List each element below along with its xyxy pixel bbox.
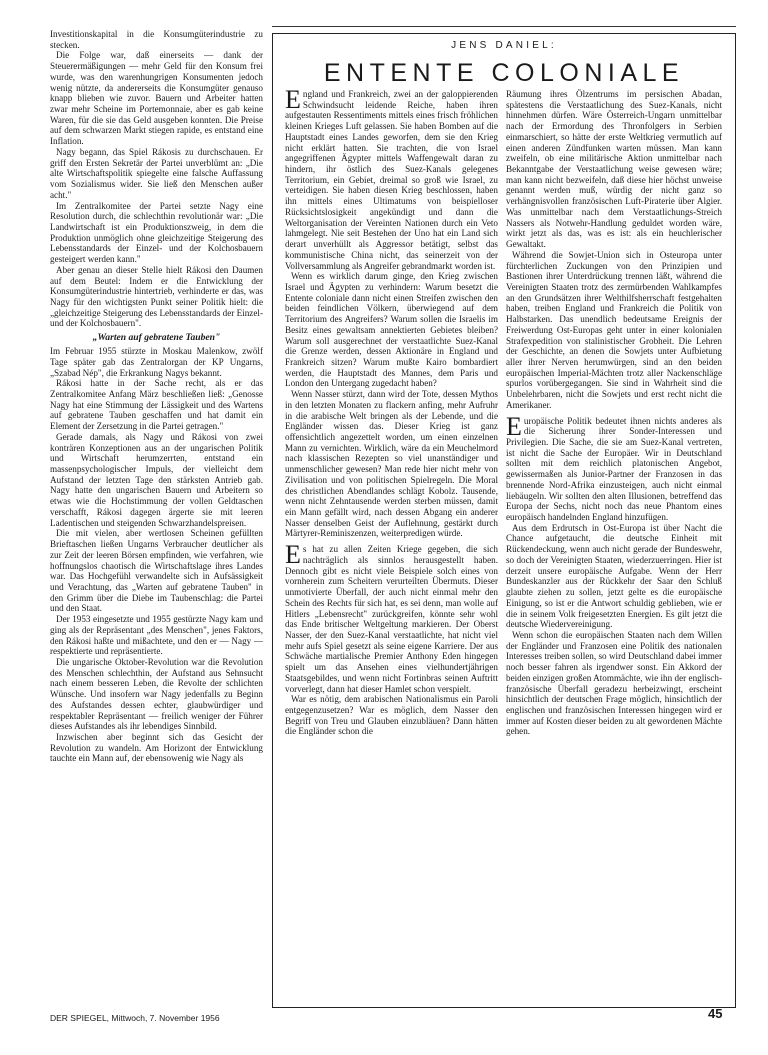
commentary-title: ENTENTE COLONIALE <box>323 59 685 87</box>
paragraph: War es nötig, dem arabischen Nationalismus ein Paroli entgegenzusetzen? War es möglich, dem Nasser den Begriff von Treu und Glauben einzubläuen? Dann hätten die Engländer schon die <box>285 694 498 737</box>
paragraph: Aus dem Erdrutsch in Ost-Europa ist über Nacht die Chance aufgetaucht, die deutsche Einheit mit Rückendeckung, wenn auch nicht gerade der Bundeswehr, so doch der Vereinigten Staaten, wiederzuerringen. Hier ist derzeit unsere europäische Aufgabe. Wenn der Herr Bundeskanzler aus der Rückkehr der Saar den Schluß glaubte ziehen zu sollen, jetzt gelte es die europäische Einigung, so ist er die Antwort schuldig geblieben, wie er die in seinem Volk freigesetzten Energien. Es gilt jetzt die deutsche Wiedervereinigung. <box>506 522 722 630</box>
drop-cap: E <box>285 540 301 570</box>
paragraph: Wenn schon die europäischen Staaten nach dem Willen der Engländer und Franzosen eine Politik des nationalen Interesses treiben sollen, so wird Deutschland dabei immer noch besser fahren als irgendwer sonst. Ein Akkord der beiden einzigen großen Atommächte, wie ihn der englisch-französische Überfall geradezu herbeizwingt, erscheint hinsichtlich der deutschen Frage möglich, hinsichtlich der englischen und französischen Interessen hingegen wird er immer auf Kosten dieser beiden zu alt gewordenen Mächte gehen. <box>506 629 722 737</box>
paragraph: Im Februar 1955 stürzte in Moskau Malenkow, zwölf Tage später gab das Zentralorgan der KP Ungarns, „Szabad Nép", die Erkrankung Nagys bekannt. <box>50 346 263 378</box>
paragraph: Räumung ihres Ölzentrums im persischen Abadan, spätestens die Verstaatlichung des Suez-Kanals, nicht hinnehmen dürfen. Wäre Österreich-Ungarn unmittelbar nach der Ermordung des Thronfolgers in Serbien einmarschiert, so hätte der erste Weltkrieg vermutlich auf einen anderen Zündfunken warten müssen. Man kann zweifeln, ob eine militärische Aktion unmittelbar nach Bekanntgabe der Verstaatlichung weise gewesen wäre; man kann nicht bezweifeln, daß diese hier höchst unweise genannt werden muß, würdig der nicht ganz so verhängnisvollen französischen Luft-Piraterie über Algier. Was unmittelbar nach dem Verstaatlichungs-Streich Nassers als Notwehr-Handlung geduldet worden wäre, wirkt jetzt als das, was es ist: als ein heuchlerischer Gewaltakt. <box>506 89 722 250</box>
paragraph <box>506 411 722 523</box>
paragraph: Wenn Nasser stürzt, dann wird der Tote, dessen Mythos in den letzten Monaten zu flackern anfing, mehr Aufruhr in die arabische Welt bringen als der Lebende, und die Engländer wissen das. Dieser Krieg ist ganz offensichtlich angezettelt worden, um einen einzelnen Mann zu vernichten. Wirklich, wäre da ein Meuchelmord nach klassischen Rezepten so viel unanständiger und unmenschlicher gewesen? Man rede hier nicht mehr von Zivilisation und von politischen Spielregeln. Die Moral des christlichen Abendlandes schlägt Kobolz. Tausende, wenn nicht Zehntausende werden sterben müssen, damit ein Mann gefällt wird, nach dessen Abgang ein anderer Nasser denselben Geist der Auflehnung, gestärkt durch Märtyrer-Reminiszenzen, weiterpredigen würde. <box>285 389 498 539</box>
paragraph: Die mit vielen, aber wertlosen Scheinen gefüllten Brieftaschen ließen Ungarns Verbraucher deutlicher als zur Zeit der leeren Börsen empfinden, wie verfahren, wie hoffnungslos chaotisch die Wirtschaftslage ihres Landes war. Das Hochgefühl verwandelte sich in Aufsässigkeit und Verachtung, das „Warten auf gebratene Tauben" in den Grimm über die Diebe im Taubenschlag: die Partei und den Staat. <box>50 528 263 614</box>
paragraph: Die Folge war, daß einerseits — dank der Steuerermäßigungen — mehr Geld für den Konsum frei wurde, was den warenhungrigen Konsumenten jedoch wenig nützte, da andererseits die Konsumgüter genauso knapp blieben wie zuvor. Bauern und Arbeiter hatten zwar mehr Scheine im Portemonnaie, aber es gab keine Waren, für die sie das Geld ausgeben konnten. Die Preise auf dem schwarzen Markt stiegen rapide, es entstand eine Inflation. <box>50 50 263 147</box>
drop-cap: E <box>506 411 522 441</box>
author-byline: JENS DANIEL: <box>451 40 557 51</box>
paragraph: Gerade damals, als Nagy und Rákosi von zwei konträren Konzeptionen aus an der ungarischen Politik und Wirtschaft herumzerrten, entstand ein massenpsychologischer Impuls, der vielleicht dem Aufstand der letzten Tage den stärksten Antrieb gab. Nagy hatte den ungarischen Bauern und Arbeitern so etwas wie die Hochstimmung der vollen Geldtaschen verschafft, Rákosi dagegen ärgerte sie mit leeren Ladentischen und steigenden Schwarzhandelspreisen. <box>50 431 263 528</box>
paragraph: Inzwischen aber beginnt sich das Gesicht der Revolution zu wandeln. Am Horizont der Entwicklung tauchte ein Mann auf, der ebensowenig wie Nagy als <box>50 732 263 764</box>
section-heading: „Warten auf gebratene Tauben" <box>92 332 221 344</box>
paragraph: Nagy begann, das Spiel Rákosis zu durchschauen. Er griff den Ersten Sekretär der Partei unverblümt an: „Die alte Wirtschaftspolitik spiegelte eine falsche Auffassung vom Sozialismus wider. Sie ließ den Menschen außer acht." <box>50 146 263 200</box>
drop-cap: E <box>285 85 301 114</box>
page-number: 45 <box>708 1006 723 1021</box>
paragraph-text: uropäische Politik bedeutet ihnen nichts anderes als die Sicherung ihrer Sonder-Interessen und Privilegien. Die Sache, die sie am Suez-Kanal vertreten, ist nicht die Sache der Europäer. Wir in Deutschland sollten mit dem reichlich platonischen Angebot, gewissermaßen als Junior-Partner der Franzosen in das brennende Nord-Afrika einzusteigen, auch nicht einmal liebäugeln. Wir sollten den alten Illusionen, betreffend das Europa der Sechs, nicht noch das neue Phantom eines europäisch handelnden England hinzufügen. <box>506 415 722 523</box>
top-rule <box>272 26 736 27</box>
paragraph: Der 1953 eingesetzte und 1955 gestürzte Nagy kam und ging als der Repräsentant „des Menschen", jenes Faktors, den Rákosi haßte und mißachtete, und den er — Nagy — respektierte und repräsentierte. <box>50 614 263 657</box>
paragraph-text: ngland und Frankreich, zwei an der galoppierenden Schwindsucht leidende Reiche, haben ihren aufgestauten Ressentiments mittels eines frisch fröhlichen kleinen Krieges Luft gelassen. Sie haben Bomben auf die Hauptstadt eines Landes geworfen, dem sie den Krieg nicht erklärt hatten. Sie trachten, die von Israel angegriffenen Ägypter mittels Waffengewalt daran zu hindern, ihr östlich des Suez-Kanals gelegenes Territorium, ein Gebiet, dreimal so groß wie Israel, zu verteidigen. Sie haben diesen Krieg beschlossen, haben ihn mittels eines Ultimatums von beispielloser Rücksichtslosigkeit angekündigt und dann die Weltorganisation der Vereinten Nationen durch ein Veto lahmgelegt. Nie seit Bestehen der Uno hat ein Land sich derart unverhüllt als Aggressor betätigt, selbst das kommunistische China nicht, das seinerzeit von der Vollversammlung als Angreifer gebrandmarkt worden ist. <box>285 89 498 271</box>
paragraph-text: s hat zu allen Zeiten Kriege gegeben, die sich nachträglich als sinnlos herausgestellt haben. Dennoch gibt es nicht viele Beispiele solch eines von vornherein zum Scheitern verurteilten Übermuts. Dieser unmotivierte Überfall, der auch nicht einmal mehr den Schein des Rechts für sich hat, es sei denn, man wolle auf Hitlers „Lebensrecht" zurückgreifen, könnte sehr wohl das Ende britischer Weltgeltung markieren. Der Oberst Nasser, der den Suez-Kanal verstaatlichte, hat nicht viel mehr aufs Spiel gesetzt als seine eigene Karriere. Der aus Schwäche martialische Premier Anthony Eden hingegen spielt um das Ansehen eines vielhundertjährigen Staatsgebildes, und wenn nicht Fortinbras seinen Auftritt vorverlegt, dann hat dieser Hamlet schon verspielt. <box>285 544 498 694</box>
paragraph: Rákosi hatte in der Sache recht, als er das Zentralkomitee Anfang März beschließen ließ: „Genosse Nagy hat eine Stimmung der Lässigkeit und des Wartens auf gebratene Tauben geschaffen und hat damit ein Element der Zersetzung in die Partei getragen." <box>50 378 263 432</box>
paragraph: Aber genau an dieser Stelle hielt Rákosi den Daumen auf dem Beutel: Indem er die Entwicklung der Konsumgüterindustrie hintertrieb, verhinderte er das, was Nagy für den wichtigsten Punkt seiner Politik hielt: die „gleichzeitige Steigerung des Lebensstandards der Einzel- und der Kolchosbauern". <box>50 264 263 329</box>
paragraph: Die ungarische Oktober-Revolution war die Revolution des Menschen schlechthin, der Aufstand aus Sehnsucht nach einem besseren Leben, die Revolte der schlichten Wünsche. Und insofern war Nagy jedenfalls zu Beginn des Aufstandes dessen echter, glaubwürdiger und respektabler Repräsentant — freilich weniger der Führer dieses Aufstandes als ihr lebendiges Sinnbild. <box>50 656 263 732</box>
paragraph: Wenn es wirklich darum ginge, den Krieg zwischen Israel und Ägypten zu verhindern: Warum besetzt die Entente coloniale dann nicht einen Streifen zwischen den beiden feindlichen Völkern, überwiegend auf dem Territorium des Angreifers? Warum sollen die Israelis im Besitz eines gewaltsam annektierten Gebietes bleiben? Warum soll ausgerechnet der verstaatlichte Suez-Kanal die Grenze werden, dessen Aktionäre in England und Frankreich sitzen? Warum mußte Kairo bombardiert werden, die Hauptstadt des Mannes, dem Paris und London den Untergang zugedacht haben? <box>285 271 498 389</box>
paragraph: Investitionskapital in die Konsumgüterindustrie zu stecken. <box>50 29 263 50</box>
paragraph: Während die Sowjet-Union sich in Osteuropa unter fürchterlichen Zuckungen von den Prinzipien und Bastionen ihrer Unterdrückung trennen läßt, während die Vereinigten Staaten trotz des zermürbenden Wahlkampfes an den Grundsätzen ihrer Welthilfsherrschaft festgehalten haben, treiben England und Frankreich die Politik von Halbstarken. Das unendlich bedeutsame Ereignis der Freiwerdung Ost-Europas geht unter in einer kolonialen Strafexpedition von stalinistischer Grobheit. Die Lehren der Geschichte, an denen die Sowjets unter Aufbietung aller ihrer Nerven herumwürgen, sind an den beiden europäischen Imperial-Mächten trotz aller Nackenschläge spurlos vorübergegangen. Sie sind in Wahrheit sind die Unbelehrbaren, nicht die Sowjets und erst recht nicht die Amerikaner. <box>506 249 722 410</box>
commentary-column-left <box>285 85 498 737</box>
paragraph <box>285 540 498 694</box>
paragraph <box>285 85 498 271</box>
left-article-column <box>50 29 263 764</box>
commentary-column-right <box>506 89 722 737</box>
paragraph: Im Zentralkomitee der Partei setzte Nagy eine Resolution durch, die schlechthin revolutionär war: „Die Landwirtschaft ist ein Produktionszweig, in dem die Produktion unmöglich ohne gleichzeitige Steigerung des Lebensstandards der Einzel- und der Kolchosbauern gesteigert werden kann." <box>50 200 263 265</box>
page-footer: DER SPIEGEL, Mittwoch, 7. November 1956 <box>50 1013 220 1023</box>
